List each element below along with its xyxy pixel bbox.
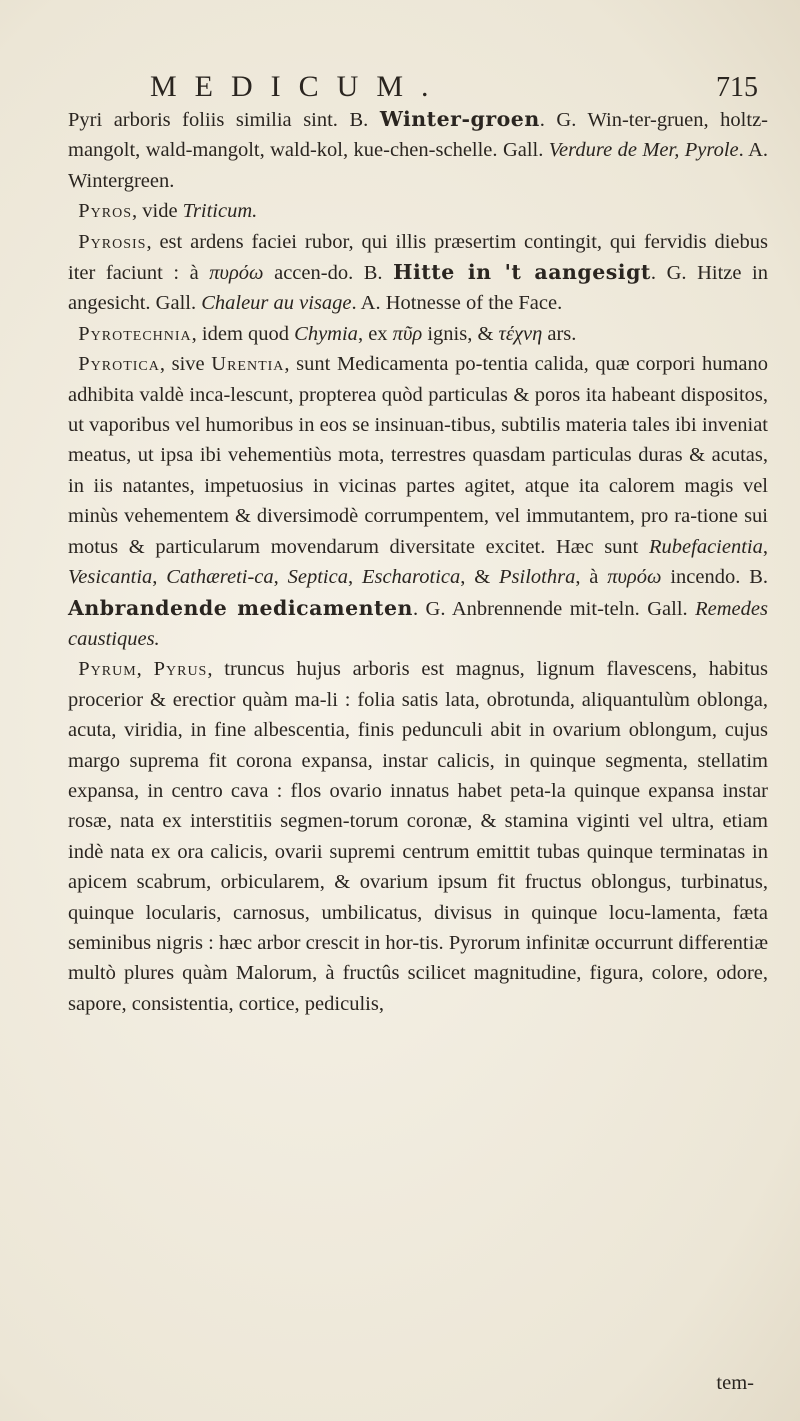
entry-text: , & <box>460 566 500 589</box>
italic-term: Vesicantia <box>68 566 153 589</box>
entry-headword: Pyrus <box>153 658 208 681</box>
entry-headword: Pyrosis <box>78 230 147 253</box>
entry-pyrotica <box>68 349 768 654</box>
entry-text: , truncus hujus arboris est magnus, lignum flavescens, habitus procerior & erectior quàm ma-li : folia satis lata, obrotunda, aliquantulùm oblonga, acuta, viridia, in fine albescentia, finis pedunculi abit in ovarium oblongum, cujus margo suprema fit corona expansa, instar calicis, in quinque segmenta, stellatim expansa, in centro cava : flos ovario innatus habet peta-la quinque expansa instar rosæ, nata ex interstitiis segmen-torum coronæ, & stamina viginti vel ultra, etiam indè nata ex ora calicis, ovarii supremi centrum emittit tubas quinque terminatas in apicem scabrum, orbicularem, & ovarium ipsum fit fructus oblongus, turbinatus, quinque locularis, carnosus, umbilicatus, divisus in quinque locu-lamenta, fæta seminibus nigris : hæc arbor crescit in hor-tis. Pyrorum infinitæ occurrunt differentiæ multò plures quàm Malorum, à fructûs scilicet magnitudine, figura, colore, odore, sapore, consistentia, cortice, pediculis, <box>68 658 768 1015</box>
entry-text: , à <box>575 566 608 589</box>
entry-pyros <box>68 196 768 226</box>
entry-text: , <box>762 535 768 558</box>
entry-text: , <box>152 566 167 589</box>
entry-text: , est ardens faciei rubor, qui illis præsertim contingit, qui fervidis diebus iter faciunt : à <box>68 230 768 285</box>
entry-text: , sunt Medicamenta po-tentia calida, quæ corpori humano adhibita valdè inca-lescunt, propterea quòd particulas & poros ita habeant dispositos, ut vaporibus vel humoribus in eos se insinuan-tibus, subtilis materia tales ibi inveniat meatus, ut ipsa ibi vehementiùs mota, terrestres quasdam particulas duras & acutas, in iis natantes, impetuosius in vicinas partes agitet, atque ita calorem magis vel minùs vehementem & diversimodè corrumpentem, vel immutantem, pro ra-tione sui motus & particularum movendarum diversitate excitet. Hæc sunt <box>68 353 768 558</box>
entry-headword: Pyros <box>78 200 132 223</box>
entry-text: ignis, & <box>422 322 499 345</box>
entry-text: , <box>347 566 362 589</box>
greek-term: πυρόω <box>607 566 662 589</box>
entry-pyrotechnia <box>68 319 768 349</box>
entry-headword: Pyrotechnia <box>78 322 192 345</box>
entry-text: accen-do. B. <box>263 262 394 285</box>
entry-text: . A. Wintergreen. <box>68 139 768 192</box>
entry-text: , ex <box>357 322 393 345</box>
page-header <box>0 70 800 104</box>
greek-term: πυρόω <box>209 262 264 285</box>
page-body <box>68 104 768 1019</box>
italic-term: Escharotica <box>361 566 461 589</box>
entry-pyrosis <box>68 227 768 319</box>
blackletter-term: Hitte in 't aangesigt <box>393 260 651 285</box>
entry-text: , idem quod <box>191 322 295 345</box>
entry-headword: Pyrum <box>78 658 137 681</box>
catchword: tem- <box>716 1372 754 1394</box>
entry-text: ars. <box>542 322 577 345</box>
entry-text: , <box>136 658 154 681</box>
entry-text: . G. Hitze in angesicht. Gall. <box>68 262 768 315</box>
greek-term: τέχνη <box>498 322 543 345</box>
entry-text: . A. Hotnesse of the Face. <box>351 292 563 315</box>
entry-text: incendo. B. <box>661 566 768 589</box>
cross-reference: Triticum. <box>182 200 258 223</box>
entry-text: Pyri arboris foliis similia sint. B. <box>68 109 380 131</box>
italic-term: Septica <box>287 566 348 589</box>
page-number: 715 <box>716 72 758 103</box>
italic-term: Psilothra <box>499 566 576 589</box>
entry-pyrum <box>68 654 768 1019</box>
french-term: Verdure de Mer, Pyrole <box>548 139 739 162</box>
entry-text: , <box>273 566 288 589</box>
entry-headword: Urentia <box>211 353 285 376</box>
entry-pyrola-continued <box>68 104 768 196</box>
french-term: Chaleur au visage <box>201 292 352 315</box>
french-term: Remedes caustiques. <box>68 597 768 650</box>
italic-term: Cathæreti-ca <box>166 566 274 589</box>
entry-text: , vide <box>132 200 183 223</box>
entry-text: , sive <box>159 353 212 376</box>
cross-reference: Chymia <box>294 322 358 345</box>
entry-text: . G. Win-ter-gruen, holtz-mangolt, wald-mangolt, wald-kol, kue-chen-schelle. Gall. <box>68 109 768 162</box>
running-title: MEDICUM. <box>150 70 447 103</box>
entry-headword: Pyrotica <box>78 353 160 376</box>
greek-term: πῦρ <box>392 322 423 345</box>
blackletter-term: Winter-groen <box>379 107 540 131</box>
italic-term: Rubefacientia <box>649 535 763 558</box>
entry-text: . G. Anbrennende mit-teln. Gall. <box>412 597 696 620</box>
blackletter-term: Anbrandende medicamenten <box>68 595 413 620</box>
